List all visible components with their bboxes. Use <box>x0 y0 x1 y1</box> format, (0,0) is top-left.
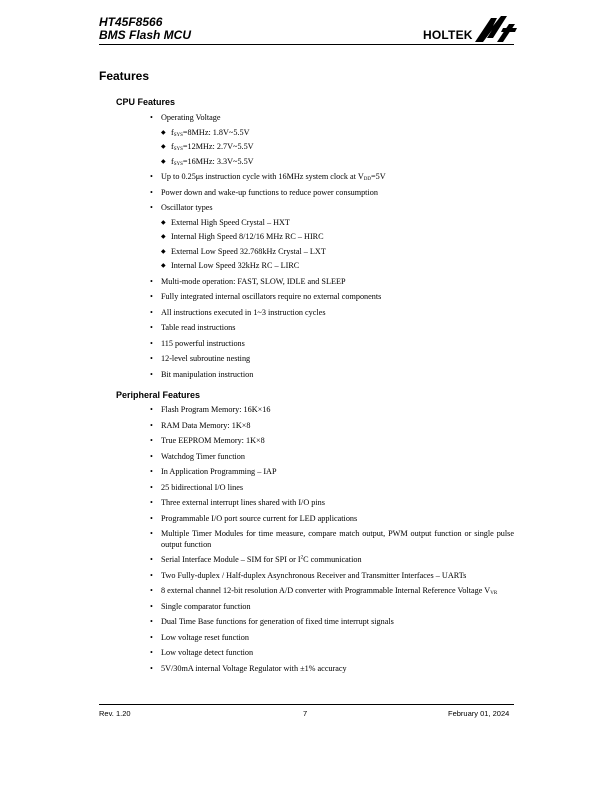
peripheral-features-heading: Peripheral Features <box>116 390 201 400</box>
revision-label: Rev. 1.20 <box>99 709 131 718</box>
list-item: • Flash Program Memory: 16K×16 <box>150 405 271 414</box>
list-item: • Low voltage reset function <box>150 632 249 642</box>
header-rule <box>99 44 514 45</box>
sub-list-item: ◆ $f_{SYS}=16MHz$: 3.3V~5.5V <box>161 156 254 167</box>
logo-text: HOLTEK <box>423 28 473 42</box>
holtek-logo <box>423 12 517 44</box>
list-item: • Two Fully-duplex / Half-duplex Asynchronous Receiver and Transmitter Interfaces – UARTs <box>150 570 467 580</box>
sub-list-item: ◆ External Low Speed 32.768kHz Crystal – LXT <box>161 246 326 256</box>
page-number: 7 <box>303 709 308 718</box>
list-item: • Watchdog Timer function <box>150 451 245 461</box>
list-item: • 115 powerful instructions <box>150 338 245 348</box>
list-item: • Operating Voltage <box>150 113 221 122</box>
list-item: • Three external interrupt lines shared with I/O pins <box>150 498 325 507</box>
sub-list-item: ◆ External High Speed Crystal – HXT <box>161 217 290 227</box>
list-item: • Single comparator function <box>150 601 251 611</box>
list-item: • 5V/30mA internal Voltage Regulator with ±1% accuracy <box>150 663 347 673</box>
list-item: • Table read instructions <box>150 323 236 332</box>
list-item: • Multi-mode operation: FAST, SLOW, IDLE and SLEEP <box>150 276 346 286</box>
list-item: • Multiple Timer Modules for time measure, compare match output, PWM output function or single pulse output function <box>150 529 514 549</box>
list-item: • Bit manipulation instruction <box>150 369 254 379</box>
list-item: • Oscillator types <box>150 203 213 212</box>
list-item: • Serial Interface Module – SIM for SPI or $I^2C$ communication <box>150 555 362 564</box>
list-item: • 25 bidirectional I/O lines <box>150 482 244 492</box>
list-item: • Power down and wake-up functions to reduce power consumption <box>150 187 378 197</box>
sub-list-item: ◆ Internal Low Speed 32kHz RC – LIRC <box>161 261 300 270</box>
cpu-features-list <box>150 113 514 380</box>
list-item: • Low voltage detect function <box>150 648 254 657</box>
list-item: • True EEPROM Memory: 1K×8 <box>150 436 265 445</box>
footer-rule <box>99 704 514 705</box>
list-item: • RAM Data Memory: 1K×8 <box>150 420 251 430</box>
list-item: • Fully integrated internal oscillators require no external components <box>150 292 382 301</box>
list-item: • Programmable I/O port source current for LED applications <box>150 513 358 523</box>
part-number: HT45F8566 <box>99 15 163 29</box>
page-title: Features <box>99 69 150 83</box>
sub-list-item: ◆ $f_{SYS}=8MHz$: 1.8V~5.5V <box>161 127 250 138</box>
peripheral-features-list <box>150 405 514 674</box>
list-item: • Up to 0.25μs instruction cycle with 16MHz system clock at $V_{DD}=5V$ <box>150 172 386 182</box>
document-header <box>99 16 191 42</box>
list-item: • 12-level subroutine nesting <box>150 354 251 363</box>
list-item: • Dual Time Base functions for generation of fixed time interrupt signals <box>150 617 394 626</box>
list-item: • 8 external channel 12-bit resolution A/D converter with Programmable Internal Reference Voltage $V_{VR}$ <box>150 586 498 596</box>
list-item: • All instructions executed in 1~3 instruction cycles <box>150 307 326 317</box>
sub-list-item: ◆ Internal High Speed 8/12/16 MHz RC – HIRC <box>161 232 324 241</box>
sub-list-item: ◆ $f_{SYS}=12MHz$: 2.7V~5.5V <box>161 142 254 152</box>
cpu-features-heading: CPU Features <box>116 97 176 107</box>
holtek-emblem-icon <box>473 12 517 44</box>
document-date: February 01, 2024 <box>448 709 510 718</box>
list-item: • In Application Programming – IAP <box>150 467 277 476</box>
document-subtitle: BMS Flash MCU <box>99 28 192 42</box>
